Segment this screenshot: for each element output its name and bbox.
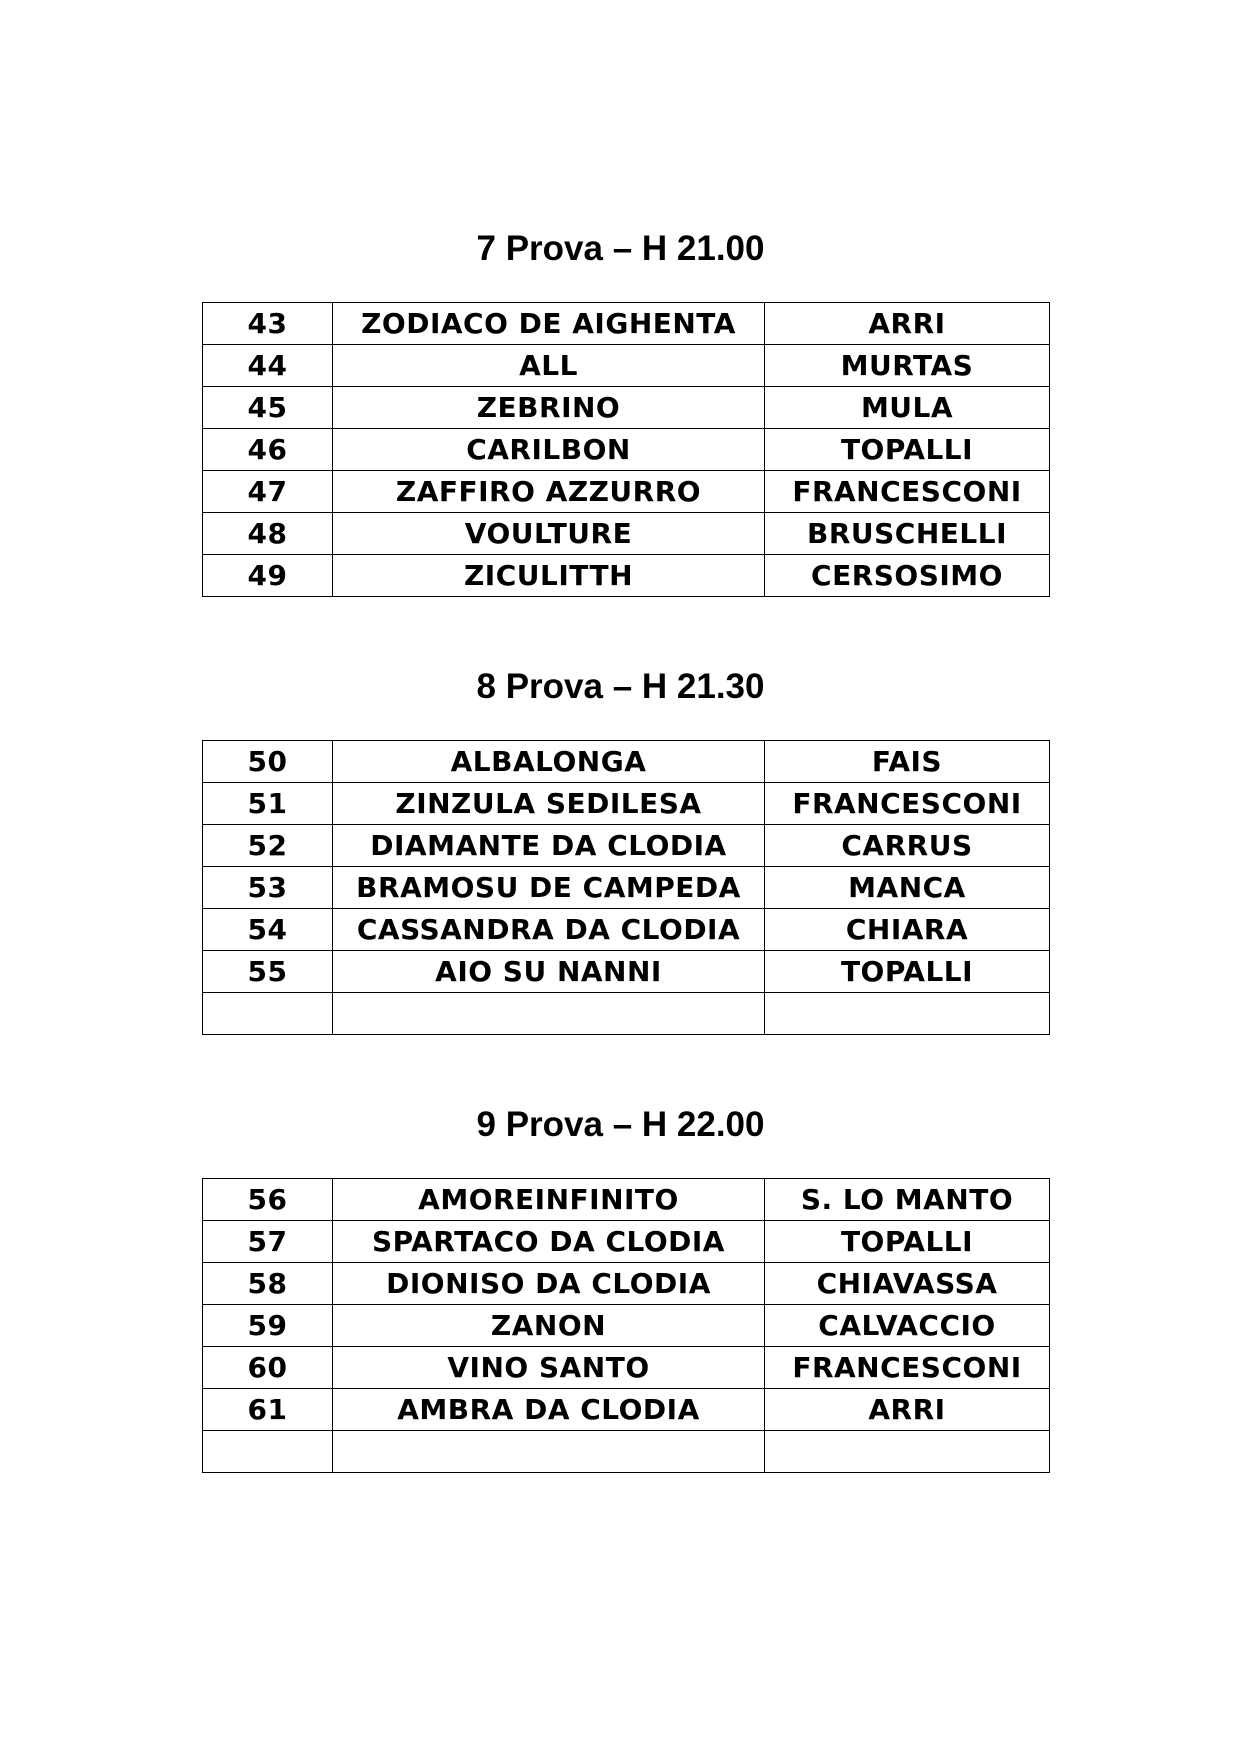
table-row (203, 387, 1050, 429)
entry-number: 61 (203, 1389, 333, 1431)
table-row (203, 1179, 1050, 1221)
entry-number: 56 (203, 1179, 333, 1221)
entry-number: 55 (203, 951, 333, 993)
rider-name: MURTAS (765, 345, 1050, 387)
rider-name: MULA (765, 387, 1050, 429)
horse-name: AMBRA DA CLODIA (333, 1389, 765, 1431)
table-row (203, 867, 1050, 909)
table-row (203, 1389, 1050, 1431)
horse-name: ZINZULA SEDILESA (333, 783, 765, 825)
table-row (203, 1347, 1050, 1389)
rider-name: TOPALLI (765, 951, 1050, 993)
entry-number: 59 (203, 1305, 333, 1347)
table-row (203, 825, 1050, 867)
rider-name: FRANCESCONI (765, 783, 1050, 825)
horse-name: BRAMOSU DE CAMPEDA (333, 867, 765, 909)
entry-number: 52 (203, 825, 333, 867)
table-row (203, 741, 1050, 783)
table-row (203, 429, 1050, 471)
section-title-prova-7: 7 Prova – H 21.00 (476, 229, 765, 268)
entry-number: 50 (203, 741, 333, 783)
rider-name (765, 993, 1050, 1035)
table-row (203, 909, 1050, 951)
table-row (203, 345, 1050, 387)
horse-name: CARILBON (333, 429, 765, 471)
horse-name: AMOREINFINITO (333, 1179, 765, 1221)
horse-name: ZAFFIRO AZZURRO (333, 471, 765, 513)
horse-name: CASSANDRA DA CLODIA (333, 909, 765, 951)
rider-name: FAIS (765, 741, 1050, 783)
horse-name: DIAMANTE DA CLODIA (333, 825, 765, 867)
horse-name: VOULTURE (333, 513, 765, 555)
rider-name: BRUSCHELLI (765, 513, 1050, 555)
horse-name (333, 993, 765, 1035)
table-row (203, 783, 1050, 825)
entry-number: 43 (203, 303, 333, 345)
rider-name: S. LO MANTO (765, 1179, 1050, 1221)
horse-name: ALBALONGA (333, 741, 765, 783)
rider-name: CHIARA (765, 909, 1050, 951)
rider-name: TOPALLI (765, 1221, 1050, 1263)
rider-name: ARRI (765, 303, 1050, 345)
entry-number: 49 (203, 555, 333, 597)
entry-number: 57 (203, 1221, 333, 1263)
horse-name: VINO SANTO (333, 1347, 765, 1389)
rider-name: CALVACCIO (765, 1305, 1050, 1347)
rider-name: FRANCESCONI (765, 471, 1050, 513)
entry-number: 60 (203, 1347, 333, 1389)
rider-name: TOPALLI (765, 429, 1050, 471)
horse-name: ZEBRINO (333, 387, 765, 429)
entry-number: 48 (203, 513, 333, 555)
rider-name: CHIAVASSA (765, 1263, 1050, 1305)
horse-name: ZANON (333, 1305, 765, 1347)
section-title-prova-9: 9 Prova – H 22.00 (476, 1105, 765, 1144)
entry-number: 44 (203, 345, 333, 387)
entry-number: 51 (203, 783, 333, 825)
rider-name: CERSOSIMO (765, 555, 1050, 597)
rider-name: MANCA (765, 867, 1050, 909)
table-row (203, 1263, 1050, 1305)
table-row (203, 1305, 1050, 1347)
horse-name: ALL (333, 345, 765, 387)
prova-9-table (202, 1178, 1050, 1473)
horse-name: ZICULITTH (333, 555, 765, 597)
entry-number: 47 (203, 471, 333, 513)
rider-name: ARRI (765, 1389, 1050, 1431)
entry-number: 45 (203, 387, 333, 429)
entry-number: 46 (203, 429, 333, 471)
entry-number: 53 (203, 867, 333, 909)
entry-number: 58 (203, 1263, 333, 1305)
table-row (203, 1221, 1050, 1263)
horse-name: DIONISO DA CLODIA (333, 1263, 765, 1305)
table-row (203, 555, 1050, 597)
prova-7-table (202, 302, 1050, 597)
table-row (203, 951, 1050, 993)
rider-name: FRANCESCONI (765, 1347, 1050, 1389)
table-row (203, 303, 1050, 345)
table-row (203, 471, 1050, 513)
horse-name: SPARTACO DA CLODIA (333, 1221, 765, 1263)
horse-name (333, 1431, 765, 1473)
table-row-empty (203, 993, 1050, 1035)
prova-8-table (202, 740, 1050, 1035)
rider-name: CARRUS (765, 825, 1050, 867)
entry-number: 54 (203, 909, 333, 951)
table-row (203, 513, 1050, 555)
horse-name: ZODIACO DE AIGHENTA (333, 303, 765, 345)
rider-name (765, 1431, 1050, 1473)
entry-number (203, 1431, 333, 1473)
entry-number (203, 993, 333, 1035)
section-title-prova-8: 8 Prova – H 21.30 (476, 667, 765, 706)
table-row-empty (203, 1431, 1050, 1473)
horse-name: AIO SU NANNI (333, 951, 765, 993)
